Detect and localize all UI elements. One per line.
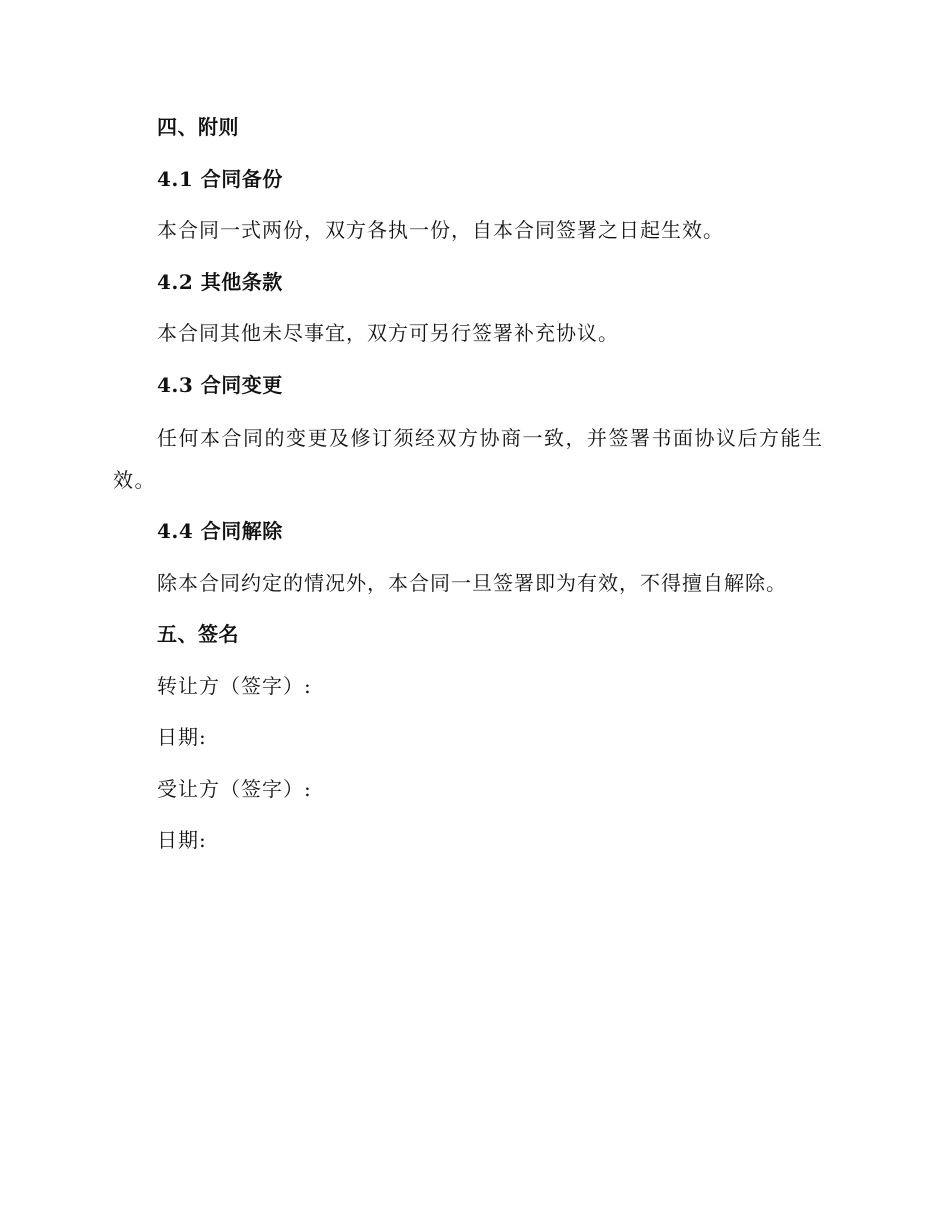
transferee-signature-label: 受让方（签字）: bbox=[157, 777, 312, 801]
clause-4-2-text: 本合同其他未尽事宜，双方可另行签署补充协议。 bbox=[157, 321, 619, 345]
section-5-title: 五、签名 bbox=[157, 622, 239, 646]
transferor-date-label: 日期: bbox=[157, 725, 207, 749]
clause-4-1-text: 本合同一式两份，双方各执一份，自本合同签署之日起生效。 bbox=[157, 218, 724, 242]
transferor-signature-label: 转让方（签字）: bbox=[157, 674, 312, 698]
clause-4-3-heading: 4.3 合同变更 bbox=[157, 373, 283, 397]
clause-4-1-heading: 4.1 合同备份 bbox=[157, 167, 283, 191]
clause-4-3-text: 任何本合同的变更及修订须经双方协商一致，并签署书面协议后方能生效。 bbox=[113, 426, 824, 492]
clause-4-4-text: 除本合同约定的情况外，本合同一旦签署即为有效，不得擅自解除。 bbox=[157, 571, 787, 595]
section-4-title: 四、附则 bbox=[157, 115, 239, 139]
transferee-date-label: 日期: bbox=[157, 828, 207, 852]
clause-4-4-heading: 4.4 合同解除 bbox=[157, 519, 283, 543]
clause-4-2-heading: 4.2 其他条款 bbox=[157, 270, 283, 294]
